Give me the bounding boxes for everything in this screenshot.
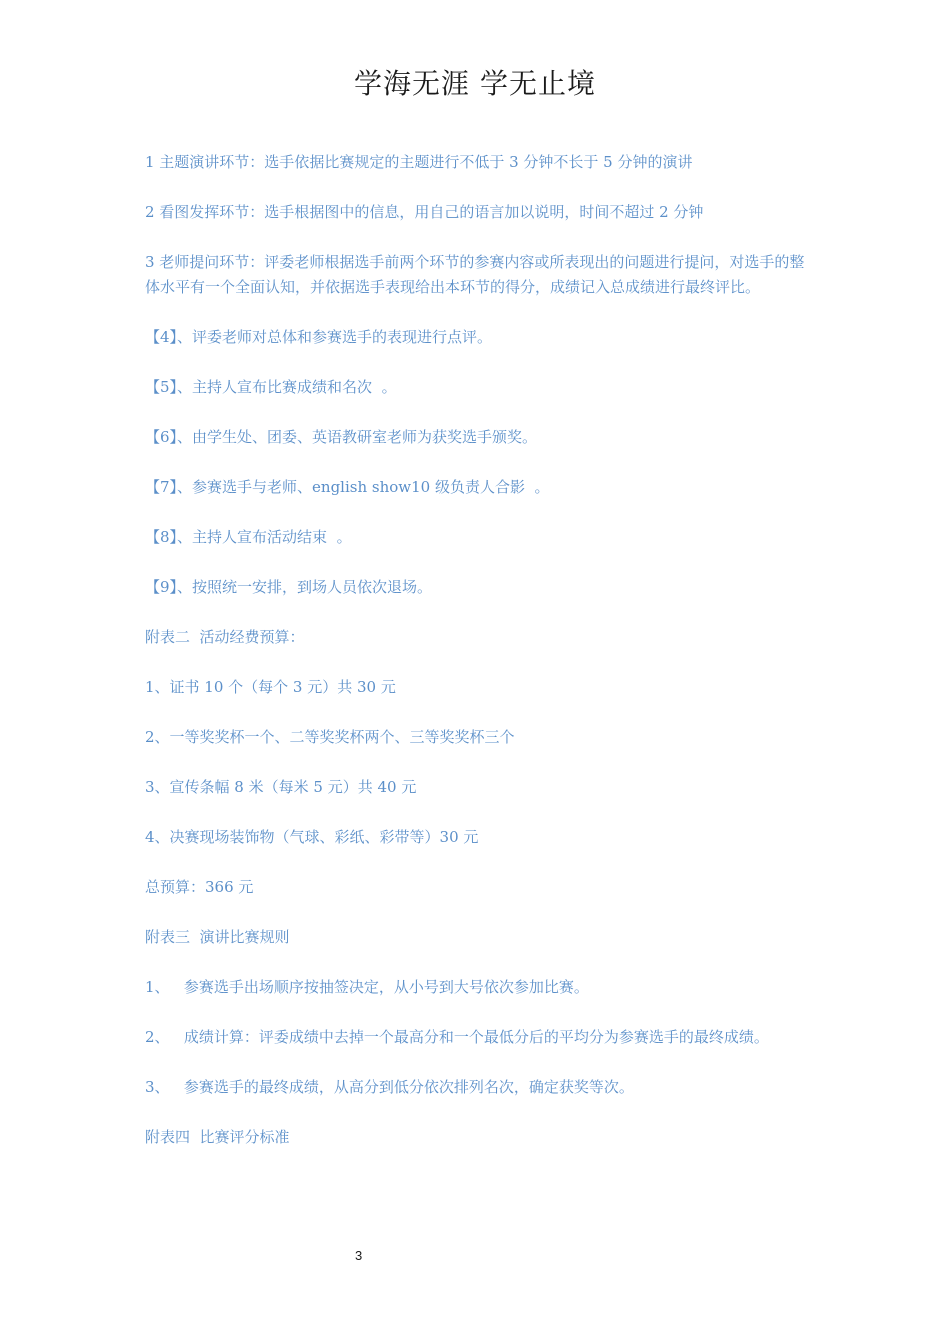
budget-item-trophies: 2、一等奖奖杯一个、二等奖奖杯两个、三等奖奖杯三个 [145, 728, 515, 746]
budget-total: 总预算：366 元 [145, 878, 254, 896]
paragraph-step-4: 【4】、评委老师对总体和参赛选手的表现进行点评。 [145, 328, 493, 346]
paragraph-step-7: 【7】、参赛选手与老师、english show10 级负责人合影 。 [145, 478, 550, 496]
page-title: 学海无涯 学无止境 [354, 67, 596, 100]
rule-item-order: 1、 参赛选手出场顺序按抽签决定，从小号到大号依次参加比赛。 [145, 978, 589, 996]
paragraph-question-round: 3 老师提问环节：评委老师根据选手前两个环节的参赛内容或所表现出的问题进行提问，对选手的整体水平有一个全面认知，并依据选手表现给出本环节的得分，成绩记入总成绩进行最终评比。 [145, 253, 805, 296]
section-heading-rules: 附表三 演讲比赛规则 [145, 928, 290, 946]
section-heading-budget: 附表二 活动经费预算： [145, 628, 305, 646]
paragraph-picture-round: 2 看图发挥环节：选手根据图中的信息，用自己的语言加以说明，时间不超过 2 分钟 [145, 203, 704, 221]
paragraph-speech-round: 1 主题演讲环节：选手依据比赛规定的主题进行不低于 3 分钟不长于 5 分钟的演讲 [145, 153, 693, 171]
document-body [145, 150, 810, 1175]
budget-item-certificates: 1、证书 10 个（每个 3 元）共 30 元 [145, 678, 396, 696]
rule-item-ranking: 3、 参赛选手的最终成绩，从高分到低分依次排列名次，确定获奖等次。 [145, 1078, 634, 1096]
page-number: 3 [355, 1248, 363, 1263]
paragraph-step-8: 【8】、主持人宣布活动结束 。 [145, 528, 352, 546]
rule-item-scoring: 2、 成绩计算：评委成绩中去掉一个最高分和一个最低分后的平均分为参赛选手的最终成绩。 [145, 1028, 769, 1046]
paragraph-step-5: 【5】、主持人宣布比赛成绩和名次 。 [145, 378, 397, 396]
paragraph-step-6: 【6】、由学生处、团委、英语教研室老师为获奖选手颁奖。 [145, 428, 538, 446]
budget-item-decorations: 4、决赛现场装饰物（气球、彩纸、彩带等）30 元 [145, 828, 479, 846]
budget-item-banner: 3、宣传条幅 8 米（每米 5 元）共 40 元 [145, 778, 417, 796]
section-heading-criteria: 附表四 比赛评分标准 [145, 1128, 290, 1146]
paragraph-step-9: 【9】、按照统一安排，到场人员依次退场。 [145, 578, 433, 596]
